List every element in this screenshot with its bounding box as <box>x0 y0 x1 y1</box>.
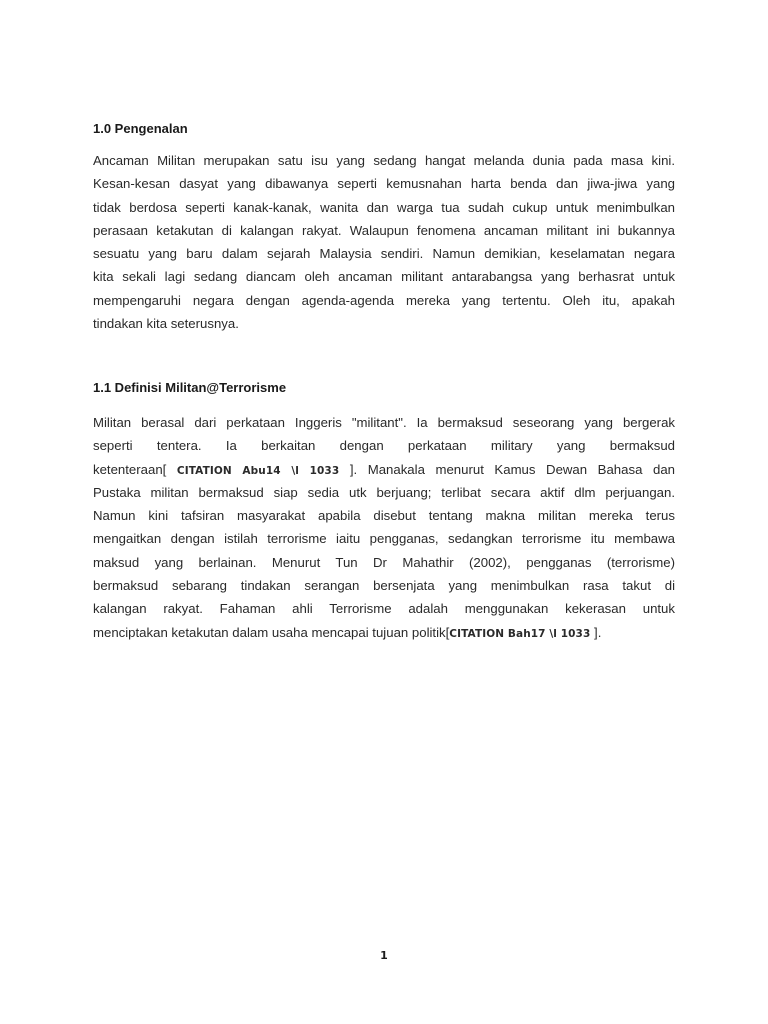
paragraph-line: Ancaman Militan merupakan satu isu yang sedang hangat melanda dunia pada masa kini. <box>93 153 675 168</box>
paragraph-pengenalan <box>93 149 675 335</box>
paragraph-line: kita sekali lagi sedang diancam oleh ancaman militant antarabangsa yang berhasrat untuk <box>93 269 675 285</box>
text-fragment: ketenteraan[ <box>93 461 167 477</box>
paragraph-line: mempengaruhi negara dengan agenda-agenda mereka yang tertentu. Oleh itu, apakah <box>93 292 675 308</box>
paragraph-line-with-citation <box>93 458 675 481</box>
paragraph-line: maksud yang berlainan. Menurut Tun Dr Mahathir (2002), pengganas (terrorisme) <box>93 554 675 570</box>
paragraph-line: Kesan-kesan dasyat yang dibawanya seperti kemusnahan harta benda dan jiwa-jiwa yang <box>93 176 675 192</box>
paragraph-line: seperti tentera. Ia berkaitan dengan perkataan military yang bermaksud <box>93 438 675 454</box>
section-heading-definisi: 1.1 Definisi Militan@Terrorisme <box>93 380 287 395</box>
paragraph-line: bermaksud sebarang tindakan serangan bersenjata yang menimbulkan rasa takut di <box>93 578 675 594</box>
paragraph-line: sesuatu yang baru dalam sejarah Malaysia sendiri. Namun demikian, keselamatan negara <box>93 246 675 262</box>
paragraph-line: mengaitkan dengan istilah terrorisme iaitu pengganas, sedangkan terrorisme itu membawa <box>93 531 675 547</box>
page-number: 1 <box>380 949 388 962</box>
paragraph-line-with-citation <box>93 621 675 644</box>
paragraph-line: tindakan kita seterusnya. <box>93 316 239 332</box>
citation-field: CITATION Abu14 \l 1033 <box>176 464 340 477</box>
paragraph-line: perasaan ketakutan di kalangan rakyat. Walaupun fenomena ancaman militant ini bukannya <box>93 222 675 238</box>
section-heading-pengenalan: 1.0 Pengenalan <box>93 121 188 136</box>
paragraph-line: Pustaka militan bermaksud siap sedia utk berjuang; terlibat secara aktif dlm perjuangan. <box>93 484 675 500</box>
paragraph-definisi <box>93 411 675 644</box>
paragraph-line: Militan berasal dari perkataan Inggeris "militant". Ia bermaksud seseorang yang bergerak <box>93 415 675 430</box>
text-fragment: menciptakan ketakutan dalam usaha mencapai tujuan politik[ <box>93 624 450 640</box>
paragraph-line: kalangan rakyat. Fahaman ahli Terrorisme adalah menggunakan kekerasan untuk <box>93 601 675 617</box>
citation-field: CITATION Bah17 \l 1033 <box>449 627 591 640</box>
text-fragment: ]. <box>594 624 602 640</box>
paragraph-line: tidak berdosa seperti kanak-kanak, wanita dan warga tua sudah cukup untuk menimbulkan <box>93 199 675 215</box>
text-fragment: ]. Manakala menurut Kamus Dewan Bahasa dan <box>349 461 675 477</box>
paragraph-line: Namun kini tafsiran masyarakat apabila disebut tentang makna militan mereka terus <box>93 508 675 524</box>
